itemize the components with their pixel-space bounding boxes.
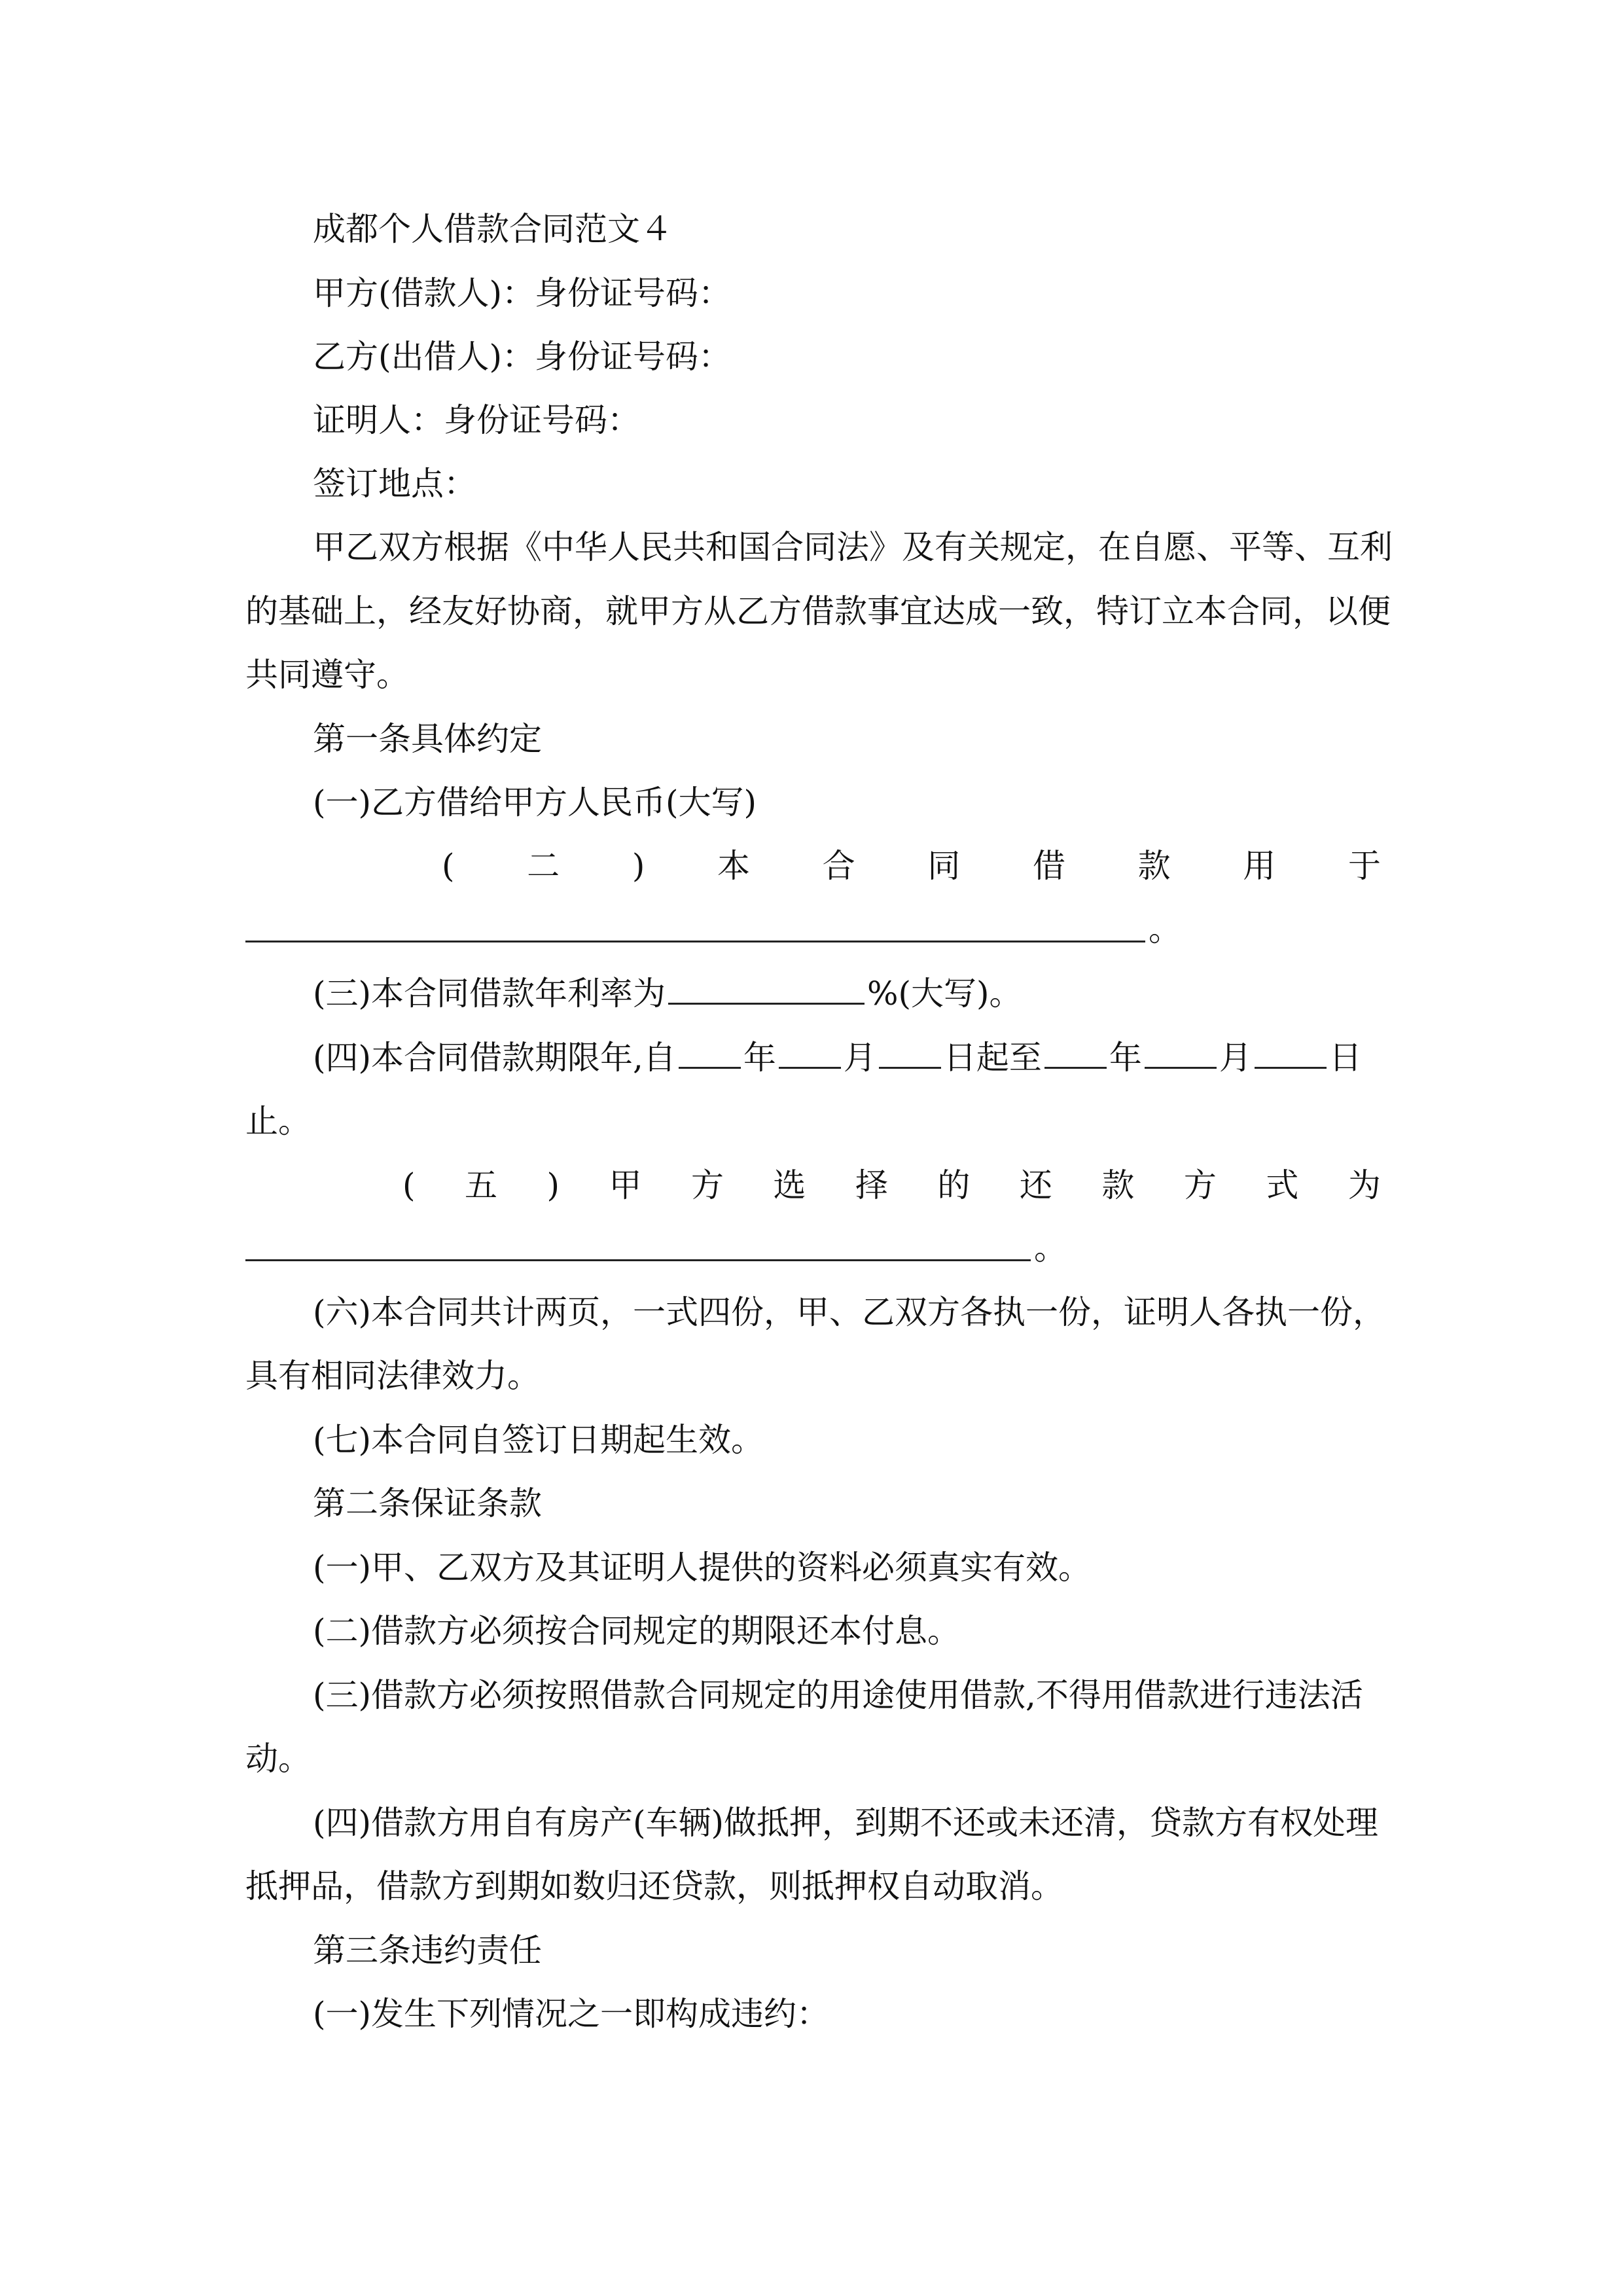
- purpose-end-mark: 。: [1149, 910, 1181, 948]
- article-2-item-2: (二)借款方必须按合同规定的期限还本付息。: [313, 1612, 961, 1650]
- item-2-char: ): [632, 847, 645, 885]
- intro-line-2: 的基础上，经友好协商，就甲方从乙方借款事宜达成一致，特订立本合同，以便: [245, 592, 1391, 630]
- document-title: 成都个人借款合同范文４: [313, 210, 673, 248]
- intro-line-3: 共同遵守。: [245, 656, 409, 694]
- end-month-blank: [1145, 1038, 1217, 1069]
- item-5-char: 方: [1183, 1166, 1217, 1204]
- article-1-item-5: [245, 1166, 1381, 1205]
- start-day-blank: [879, 1038, 941, 1069]
- month-label: 月: [843, 1039, 876, 1077]
- article-2-item-1: (一)甲、乙双方及其证明人提供的资料必须真实有效。: [313, 1549, 1092, 1587]
- term-label: (四)本合同借款期限年,自: [313, 1039, 676, 1077]
- item-5-char: 的: [937, 1166, 971, 1204]
- item-2-char: 用: [1243, 847, 1276, 885]
- article-1-item-2: [245, 846, 1381, 886]
- interest-rate-blank: [668, 974, 865, 1005]
- article-3-heading: 第三条违约责任: [313, 1931, 542, 1969]
- item-2-char: 于: [1347, 847, 1381, 885]
- item-5-char: (: [402, 1166, 416, 1204]
- witness-line: 证明人：身份证号码：: [313, 401, 640, 439]
- day-label: 日: [1329, 1039, 1362, 1077]
- article-1-item-4: [0, 1038, 1623, 1077]
- item-5-char: 选: [773, 1166, 806, 1204]
- item-2-char: 二: [527, 847, 560, 885]
- year-label: 年: [1109, 1039, 1142, 1077]
- article-1-item-3: [0, 974, 1623, 1013]
- day-label: 日起至: [943, 1039, 1042, 1077]
- article-2-item-3-line-2: 动。: [245, 1740, 311, 1778]
- item-5-char: 还: [1019, 1166, 1052, 1204]
- article-3-item-1: (一)发生下列情况之一即构成违约：: [313, 1995, 830, 2033]
- article-2-item-4-line-2: 抵押品，借款方到期如数归还贷款，则抵押权自动取消。: [245, 1867, 1063, 1905]
- article-2-item-3-line-1: (三)借款方必须按照借款合同规定的用途使用借款,不得用借款进行违法活: [313, 1676, 1363, 1714]
- item-5-char: 择: [855, 1166, 888, 1204]
- article-1-item-7: (七)本合同自签订日期起生效。: [313, 1421, 764, 1459]
- item-2-char: 本: [717, 847, 750, 885]
- item-5-char: 款: [1101, 1166, 1135, 1204]
- article-1-item-6-line-1: (六)本合同共计两页，一式四份，甲、乙双方各执一份，证明人各执一份，: [313, 1293, 1386, 1331]
- item-2-char: 合: [822, 847, 855, 885]
- article-1-item-1: (一)乙方借给甲方人民币(大写): [313, 783, 757, 821]
- item-5-char: 甲: [609, 1166, 642, 1204]
- item-5-char: ): [546, 1166, 560, 1204]
- repayment-end-mark: 。: [1034, 1229, 1067, 1267]
- item-2-char: (: [442, 847, 455, 885]
- party-a-line: 甲方(借款人)：身份证号码：: [313, 274, 732, 312]
- signing-place-line: 签订地点：: [313, 465, 476, 503]
- intro-line-1: 甲乙双方根据《中华人民共和国合同法》及有关规定，在自愿、平等、互利: [313, 528, 1393, 566]
- item-5-char: 方: [690, 1166, 724, 1204]
- start-month-blank: [779, 1038, 841, 1069]
- party-b-line: 乙方(出借人)：身份证号码：: [313, 338, 732, 376]
- interest-rate-label: (三)本合同借款年利率为: [313, 975, 666, 1013]
- item-2-char: 同: [927, 847, 961, 885]
- article-1-item-6-line-2: 具有相同法律效力。: [245, 1357, 540, 1395]
- article-1-heading: 第一条具体约定: [313, 720, 542, 758]
- article-1-item-4-cont: 止。: [245, 1102, 311, 1140]
- article-2-heading: 第二条保证条款: [313, 1484, 542, 1522]
- item-2-char: 款: [1137, 847, 1171, 885]
- start-year-blank: [679, 1038, 741, 1069]
- year-label: 年: [743, 1039, 776, 1077]
- end-year-blank: [1044, 1038, 1107, 1069]
- item-5-char: 式: [1266, 1166, 1299, 1204]
- item-5-char: 五: [465, 1166, 497, 1204]
- month-label: 月: [1219, 1039, 1252, 1077]
- end-day-blank: [1255, 1038, 1327, 1069]
- article-2-item-4-line-1: (四)借款方用自有房产(车辆)做抵押，到期不还或未还清，贷款方有权处理: [313, 1804, 1379, 1842]
- interest-rate-suffix: %(大写)。: [867, 975, 1022, 1013]
- item-2-char: 借: [1032, 847, 1065, 885]
- item-5-char: 为: [1347, 1166, 1381, 1204]
